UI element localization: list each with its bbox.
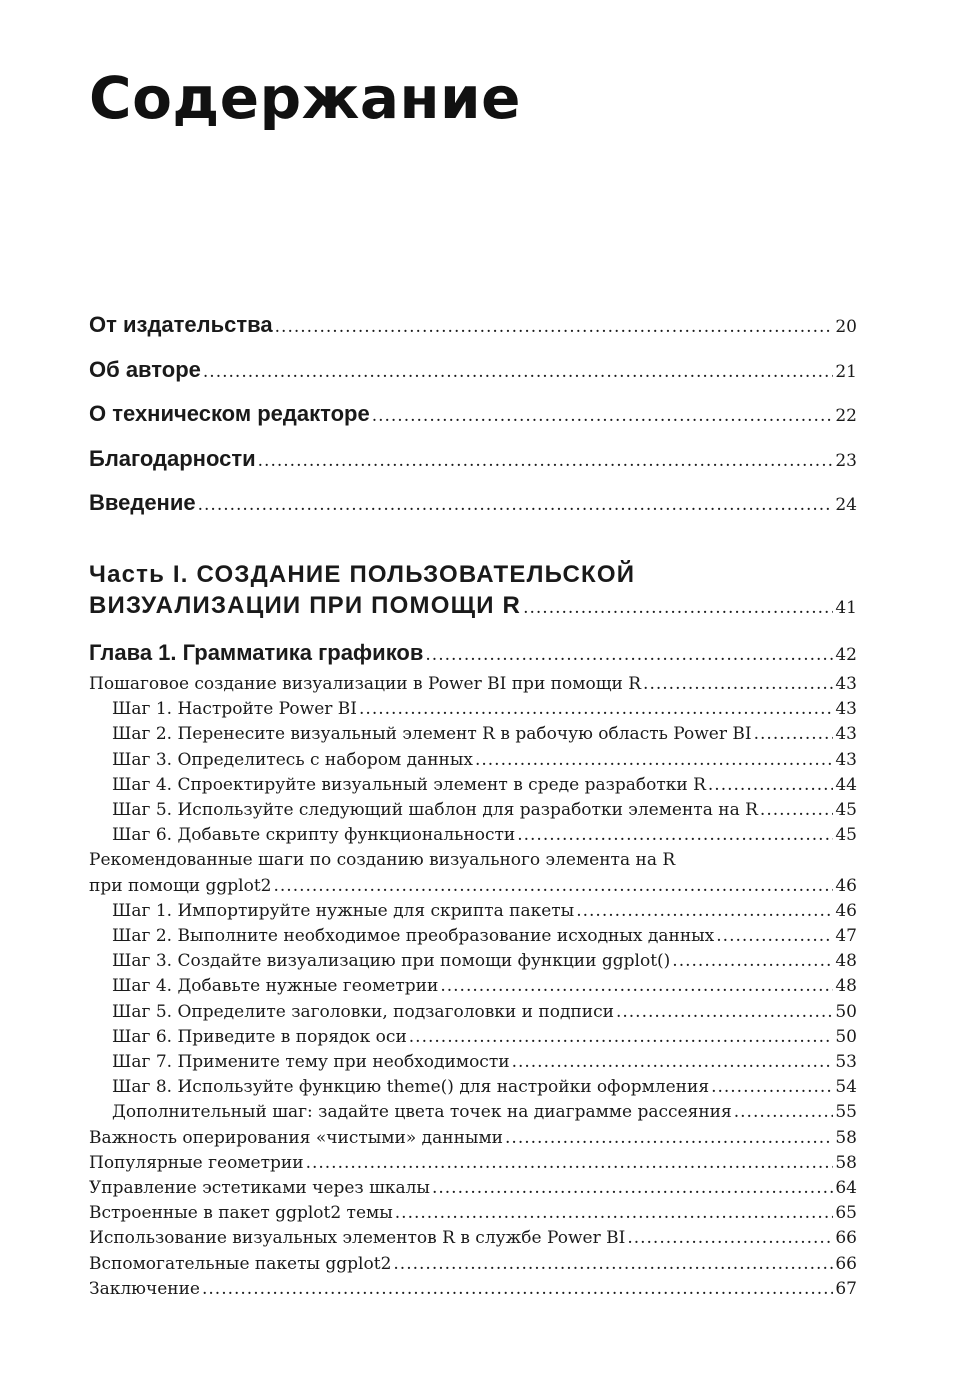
toc-page-number: 23 bbox=[835, 451, 857, 471]
toc-page-number: 41 bbox=[835, 598, 857, 618]
toc-page-number: 67 bbox=[835, 1278, 857, 1299]
toc-entry-label: От издательства bbox=[89, 312, 273, 337]
dot-leader bbox=[716, 926, 833, 946]
toc-page-number: 43 bbox=[835, 724, 857, 745]
toc-page-number: 58 bbox=[835, 1127, 857, 1148]
dot-leader bbox=[475, 750, 833, 770]
toc-entry-label: Рекомендованные шаги по созданию визуального элемента на R bbox=[89, 850, 676, 871]
toc-entry-subsection[interactable] bbox=[89, 724, 857, 744]
dot-leader bbox=[517, 825, 833, 845]
toc-page-number: 24 bbox=[835, 495, 857, 515]
dot-leader bbox=[643, 674, 833, 694]
toc-entry-label: Дополнительный шаг: задайте цвета точек на диаграмме рассеяния bbox=[112, 1102, 732, 1123]
toc-entry-label: Шаг 7. Примените тему при необходимости bbox=[112, 1052, 510, 1072]
toc-entry-label: Шаг 1. Импортируйте нужные для скрипта пакеты bbox=[112, 900, 575, 921]
toc-entry-label: Шаг 8. Используйте функцию theme() для настройки оформления bbox=[112, 1077, 710, 1098]
toc-page-number: 46 bbox=[835, 900, 857, 921]
toc-entry-label: Шаг 3. Определитесь с набором данных bbox=[112, 749, 473, 770]
page-title: Содержание bbox=[89, 64, 522, 132]
toc-page-number: 64 bbox=[835, 1178, 857, 1198]
toc-entry-subsection[interactable] bbox=[89, 926, 857, 946]
part-heading-line1[interactable]: Часть I. СОЗДАНИЕ ПОЛЬЗОВАТЕЛЬСКОЙ bbox=[89, 561, 636, 588]
toc-entry-label: О техническом редакторе bbox=[89, 401, 370, 426]
toc-entry-front[interactable] bbox=[89, 357, 857, 383]
toc-page-number: 48 bbox=[835, 976, 857, 997]
toc-entry-label: Шаг 4. Добавьте нужные геометрии bbox=[112, 976, 439, 997]
toc-entry-label: Об авторе bbox=[89, 357, 201, 382]
toc-page-number: 42 bbox=[835, 645, 857, 665]
dot-leader bbox=[425, 645, 833, 665]
toc-entry-label: Управление эстетиками через шкалы bbox=[89, 1178, 430, 1198]
toc-entry-section[interactable] bbox=[89, 674, 857, 694]
toc-page-number: 50 bbox=[835, 1001, 857, 1022]
toc-entry-section[interactable] bbox=[89, 1279, 857, 1299]
dot-leader bbox=[512, 1052, 834, 1072]
dot-leader bbox=[395, 1203, 834, 1223]
toc-entry-chapter[interactable] bbox=[89, 640, 857, 666]
toc-page-number: 43 bbox=[835, 674, 857, 694]
toc-entry-section[interactable] bbox=[89, 1128, 857, 1148]
toc-page-number: 66 bbox=[835, 1228, 857, 1249]
toc-entry-section[interactable] bbox=[89, 850, 857, 870]
toc-entry-label: Шаг 1. Настройте Power BI bbox=[112, 699, 358, 720]
toc-entry-front[interactable] bbox=[89, 446, 857, 472]
dot-leader bbox=[576, 901, 833, 921]
toc-entry-subsection[interactable] bbox=[89, 1077, 857, 1097]
toc-page-number: 46 bbox=[835, 875, 857, 896]
dot-leader bbox=[409, 1027, 834, 1047]
dot-leader bbox=[198, 495, 834, 515]
toc-entry-section[interactable] bbox=[89, 1203, 857, 1223]
dot-leader bbox=[203, 362, 833, 382]
toc-entry-subsection[interactable] bbox=[89, 1002, 857, 1022]
toc-entry-label: Шаг 6. Добавьте скрипту функциональности bbox=[112, 825, 516, 846]
toc-entry-front[interactable] bbox=[89, 490, 857, 516]
dot-leader bbox=[760, 800, 833, 820]
dot-leader bbox=[258, 451, 834, 471]
dot-leader bbox=[275, 317, 834, 337]
toc-entry-label: Шаг 5. Определите заголовки, подзаголовки и подписи bbox=[112, 1001, 614, 1022]
toc-entry-label: Шаг 5. Используйте следующий шаблон для разработки элемента на R bbox=[112, 800, 758, 820]
toc-page-number: 55 bbox=[835, 1102, 857, 1123]
toc-entry-section[interactable] bbox=[89, 1228, 857, 1248]
toc-entry-label: Шаг 6. Приведите в порядок оси bbox=[112, 1026, 407, 1047]
dot-leader bbox=[359, 699, 833, 719]
toc-entry-front[interactable] bbox=[89, 312, 857, 338]
toc-entry-label: Пошаговое создание визуализации в Power BI при помощи R bbox=[89, 674, 642, 694]
toc-page-number: 45 bbox=[835, 800, 857, 820]
dot-leader bbox=[432, 1178, 833, 1198]
dot-leader bbox=[393, 1254, 833, 1274]
dot-leader bbox=[440, 976, 833, 996]
toc-page-number: 47 bbox=[835, 926, 857, 946]
dot-leader bbox=[616, 1002, 833, 1022]
toc-entry-label: Благодарности bbox=[89, 446, 256, 471]
dot-leader bbox=[734, 1102, 834, 1122]
toc-page-number: 54 bbox=[835, 1077, 857, 1098]
dot-leader bbox=[202, 1279, 833, 1299]
toc-entry-subsection[interactable] bbox=[89, 1052, 857, 1072]
toc-entry-label: Вспомогательные пакеты ggplot2 bbox=[89, 1253, 392, 1274]
toc-page-number: 65 bbox=[835, 1203, 857, 1224]
dot-leader bbox=[708, 775, 833, 795]
toc-entry-subsection[interactable] bbox=[89, 901, 857, 921]
toc-entry-subsection[interactable] bbox=[89, 775, 857, 795]
toc-entry-subsection[interactable] bbox=[89, 750, 857, 770]
part-heading-label: ВИЗУАЛИЗАЦИИ ПРИ ПОМОЩИ R bbox=[89, 592, 522, 619]
toc-entry-subsection[interactable] bbox=[89, 825, 857, 845]
toc-entry-section[interactable] bbox=[89, 1254, 857, 1274]
chapter-label: Глава 1. Грамматика графиков bbox=[89, 640, 424, 665]
toc-page-number: 45 bbox=[835, 825, 857, 846]
toc-page-number: 21 bbox=[835, 362, 857, 382]
toc-page-number: 53 bbox=[835, 1052, 857, 1072]
toc-entry-subsection[interactable] bbox=[89, 1102, 857, 1122]
toc-page-number: 22 bbox=[835, 406, 857, 426]
toc-entry-subsection[interactable] bbox=[89, 976, 857, 996]
toc-page-number: 44 bbox=[835, 774, 857, 795]
toc-page-number: 58 bbox=[835, 1152, 857, 1173]
toc-entry-label: Шаг 4. Спроектируйте визуальный элемент в среде разработки R bbox=[112, 774, 706, 795]
toc-entry-label: Встроенные в пакет ggplot2 темы bbox=[89, 1203, 393, 1224]
toc-page-number: 48 bbox=[835, 951, 857, 972]
toc-page-number: 43 bbox=[835, 699, 857, 720]
toc-entry-section[interactable] bbox=[89, 1153, 857, 1173]
toc-page-number: 66 bbox=[835, 1253, 857, 1274]
dot-leader bbox=[711, 1077, 833, 1097]
toc-entry-subsection[interactable] bbox=[89, 951, 857, 971]
toc-entry-front[interactable] bbox=[89, 401, 857, 427]
toc-entry-section[interactable] bbox=[89, 1178, 857, 1198]
toc-page-number: 43 bbox=[835, 749, 857, 770]
toc-entry-subsection[interactable] bbox=[89, 800, 857, 820]
toc-entry-label: Шаг 2. Выполните необходимое преобразование исходных данных bbox=[112, 926, 715, 946]
toc-entry-label: Введение bbox=[89, 490, 196, 515]
part-heading-line2[interactable] bbox=[89, 592, 857, 620]
toc-page-number: 20 bbox=[835, 317, 857, 337]
toc-entry-subsection[interactable] bbox=[89, 1027, 857, 1047]
toc-entry-label: Использование визуальных элементов R в службе Power BI bbox=[89, 1228, 626, 1249]
toc-entry-label: Шаг 2. Перенесите визуальный элемент R в рабочую область Power BI bbox=[112, 724, 752, 745]
dot-leader bbox=[372, 406, 834, 426]
toc-entry-label: Важность оперирования «чистыми» данными bbox=[89, 1127, 504, 1148]
dot-leader bbox=[672, 951, 833, 971]
dot-leader bbox=[273, 876, 833, 896]
dot-leader bbox=[754, 724, 834, 744]
toc-entry-subsection[interactable] bbox=[89, 699, 857, 719]
dot-leader bbox=[627, 1228, 833, 1248]
toc-entry-label: Шаг 3. Создайте визуализацию при помощи функции ggplot() bbox=[112, 951, 671, 972]
dot-leader bbox=[505, 1128, 833, 1148]
toc-entry-label: при помощи ggplot2 bbox=[89, 875, 272, 896]
dot-leader bbox=[523, 598, 833, 618]
toc-page-number: 50 bbox=[835, 1026, 857, 1047]
dot-leader bbox=[306, 1153, 834, 1173]
toc-entry-label: Популярные геометрии bbox=[89, 1152, 304, 1173]
toc-entry-label: Заключение bbox=[89, 1278, 200, 1299]
toc-entry-section[interactable] bbox=[89, 876, 857, 896]
